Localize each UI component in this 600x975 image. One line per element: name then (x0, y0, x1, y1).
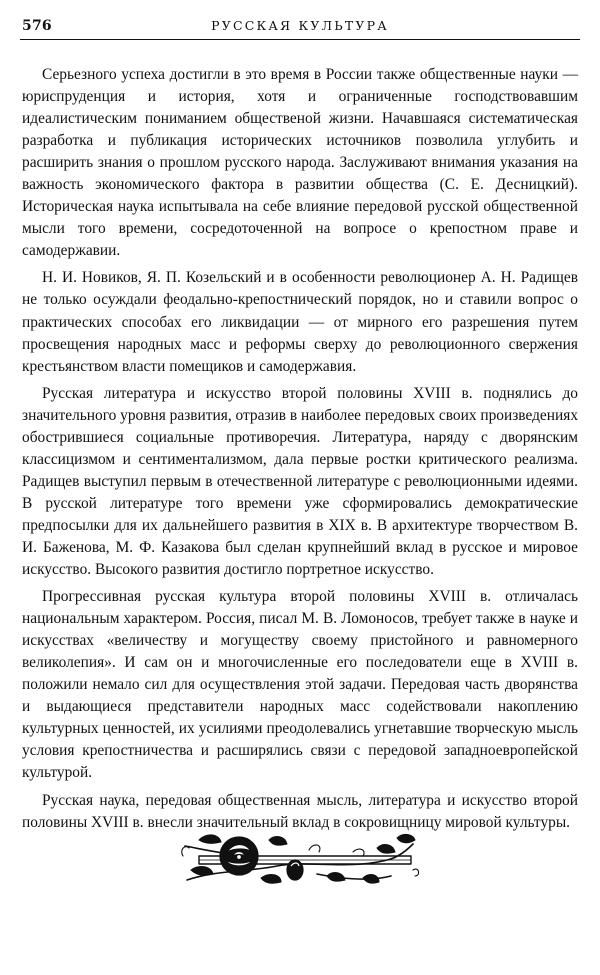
floral-tailpiece-icon (177, 826, 423, 892)
paragraph-3: Русская литература и искусство второй половины XVIII в. поднялись до значительного уровня развития, отразив в наиболее передовых своих произведениях обострившиеся социальные противоречия. Литература, наряду с дворянским классицизмом и сентиментализмом, дала первые ростки критического реализма. Радищев выступил первым в отечественной литературе с революционными идеями. В русской литературе того времени уже сформировались демократические предпосылки для их дальнейшего развития в XIX в. В архитектуре творчеством В. И. Баженова, М. Ф. Казакова был сделан крупнейший вклад в русское и мировое искусство. Высокого развития достигло портретное искусство. (22, 384, 579, 579)
paragraph-1: Серьезного успеха достигли в это время в России также общественные науки — юриспруденция и история, хотя и ограниченные господствовавшим идеалистическим пониманием общественой жизни. Начавшаяся систематическая разработка и публикация исторических источников позволила углубить и расширить знания о прошлом русского народа. Заслуживают внимания указания на важность экономического фактора в развитии общества (С. Е. Десницкий). Историческая наука испытывала на себе влияние передовой русской общественной мысли того времени, сосредоточенной на вопросе о крепостном праве и самодержавии. (22, 66, 578, 260)
page-header (20, 14, 580, 38)
paragraph-2: Н. И. Новиков, Я. П. Козельский и в особенности революционер А. Н. Радищев не только осуждали феодально-крепостнический порядок, но и ставили вопрос о практических способах его ликвидации — от мирного его разрешения путем просвещения народных масс и реформы сверху до революционного свержения крестьянством власти помещиков и самодержавия. (22, 269, 578, 375)
header-rule (20, 39, 580, 40)
paragraph-5: Русская наука, передовая общественная мысль, литература и искусство второй половины XVIII в. внесли значительный вклад в сокровищницу мировой культуры. (22, 791, 578, 831)
paragraph-4: Прогрессивная русская культура второй половины XVIII в. отличалась национальным характером. Россия, писал М. В. Ломоносов, требует также в науке и искусствах «величеству и могуществу своему пристойного и равномерного великолепия». И сам он и многочисленные его последователи еще в XVIII в. положили немало сил для осуществления этой задачи. Передовая часть дворянства и выдающиеся представители народных масс содействовали накоплению культурных ценностей, их усилиями преодолевались угнетавшие творческую мысль условия крепостничества и расширялись связи с передовой западноевропейской культурой. (22, 588, 578, 782)
body-text (22, 64, 578, 839)
page-number: 576 (22, 18, 52, 34)
running-title: РУССКАЯ КУЛЬТУРА (211, 18, 389, 33)
